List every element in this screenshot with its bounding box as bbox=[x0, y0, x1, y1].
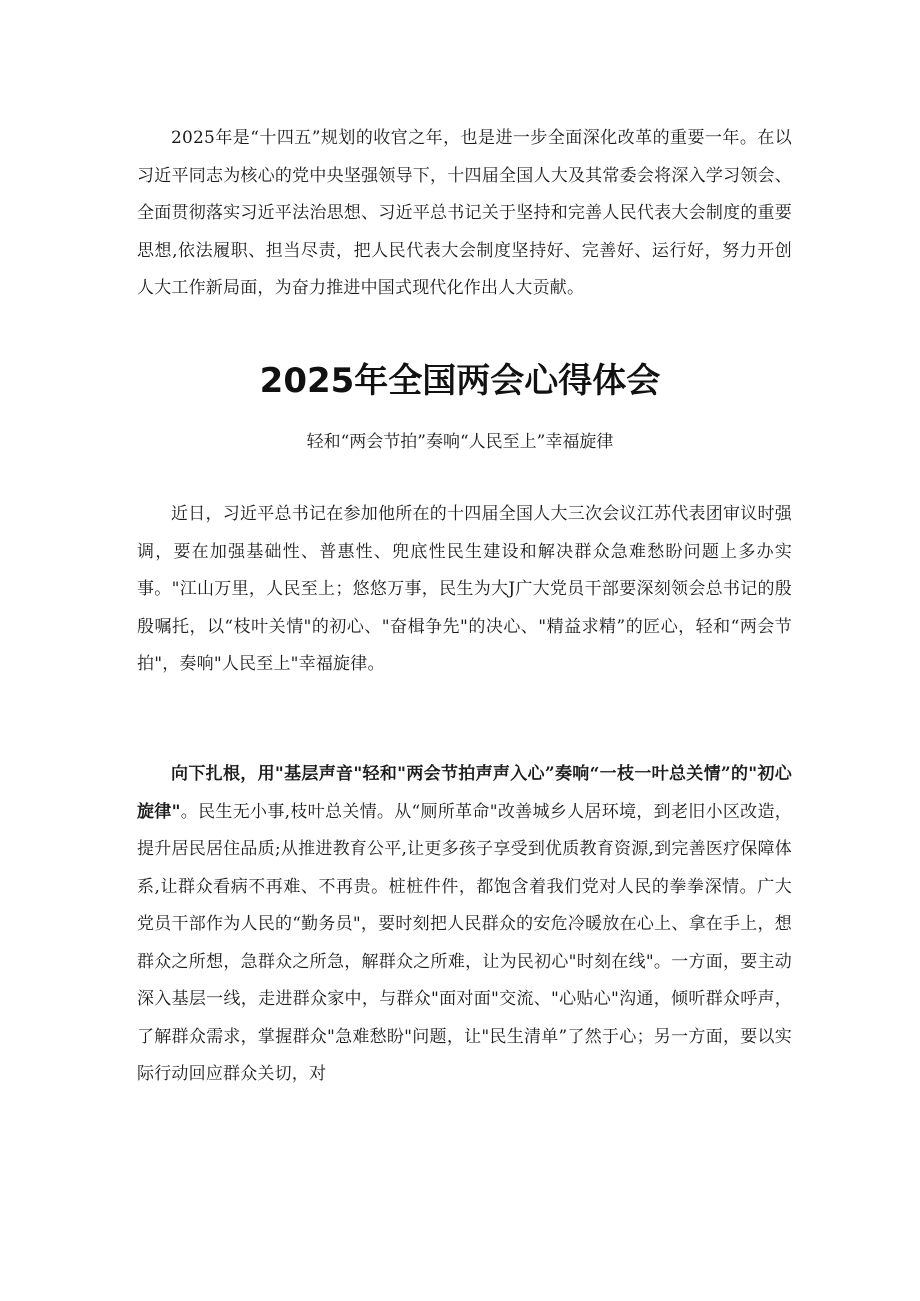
document-title: 2025年全国两会心得体会 bbox=[259, 361, 661, 401]
body-paragraph-2 bbox=[137, 756, 792, 1094]
paragraph-lead-heading: 向下扎根，用"基层声音"轻和"两会节拍声声入心”奏响“一枝一叶总关情”的"初心旋律" bbox=[137, 764, 792, 822]
body-paragraph-1: 近日，习近平总书记在参加他所在的十四届全国人大三次会议江苏代表团审议时强调，要在加强基础性、普惠性、兜底性民生建设和解决群众急难愁盼问题上多办实事。"江山万里，人民至上；悠悠万事，民生为大J广大党员干部要深刻领会总书记的殷殷嘱托，以“枝叶关情"的初心、"奋楫争先"的决心、"精益求精”的匠心，轻和“两会节拍"，奏响"人民至上"幸福旋律。 bbox=[137, 504, 792, 674]
intro-paragraph: 2025年是“十四五”规划的收官之年，也是进一步全面深化改革的重要一年。在以习近平同志为核心的党中央坚强领导下，十四届全国人大及其常委会将深入学习领会、全面贯彻落实习近平法治思想、习近平总书记关于坚持和完善人民代表大会制度的重要思想,依法履职、担当尽责，把人民代表大会制度坚持好、完善好、运行好，努力开创人大工作新局面，为奋力推进中国式现代化作出人大贡献。 bbox=[137, 128, 792, 298]
document-subtitle: 轻和“两会节拍”奏响“人民至上”幸福旋律 bbox=[306, 432, 614, 452]
paragraph-body-text: 。民生无小事,枝叶总关情。从“厕所革命"改善城乡人居环境，到老旧小区改造，提升居民居住品质;从推进教育公平,让更多孩子享受到优质教育资源,到完善医疗保障体系,让群众看病不再难、不再贵。桩桩件件，都饱含着我们党对人民的拳拳深情。广大党员干部作为人民的“勤务员"，要时刻把人民群众的安危冷暖放在心上、拿在手上，想群众之所想，急群众之所急，解群众之所难，让为民初心"时刻在线"。一方面，要主动深入基层一线，走进群众家中，与群众"面对面"交流、"心贴心"沟通，倾听群众呼声，了解群众需求，掌握群众"急难愁盼"问题，让"民生清单”了然于心；另一方面，要以实际行动回应群众关切，对 bbox=[137, 801, 793, 1084]
